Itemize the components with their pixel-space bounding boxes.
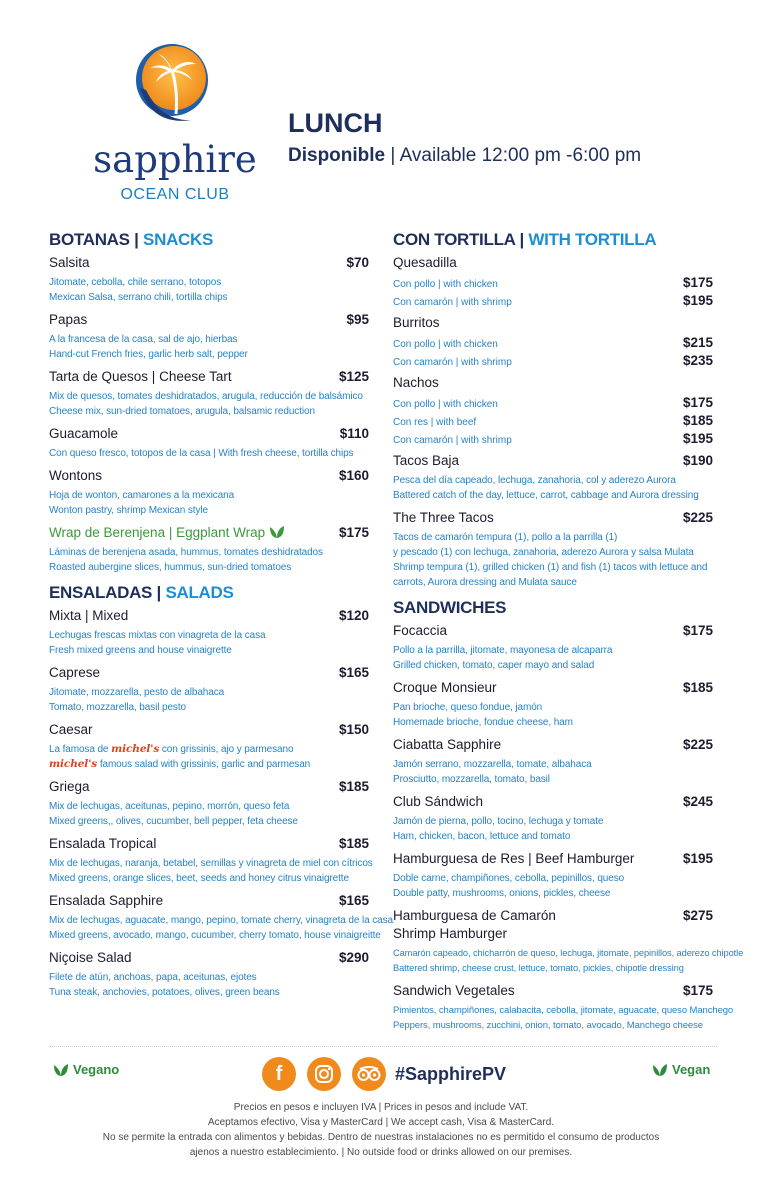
option-label: Con camarón | with shrimp	[393, 357, 512, 368]
option-price: $215	[682, 335, 713, 350]
item-price: $160	[338, 468, 369, 483]
desc-es: Filete de atún, anchoas, papa, aceitunas, ejotes	[49, 972, 257, 983]
item-desc	[49, 488, 369, 518]
option-label: Con pollo | with chicken	[393, 279, 498, 290]
item-option	[393, 395, 713, 410]
desc-es: Mix de lechugas, aguacate, mango, pepino, tomate cherry, vinagreta de la casa	[49, 915, 393, 926]
menu-item	[49, 607, 369, 658]
item-desc	[393, 643, 713, 673]
desc-en: Mixed greens, orange slices, beet, seeds and honey citrus vinaigrette	[49, 873, 349, 884]
item-desc	[393, 473, 713, 503]
option-price: $185	[682, 413, 713, 428]
section-title-salads	[49, 583, 369, 603]
item-price: $165	[338, 893, 369, 908]
desc-en	[49, 757, 369, 772]
desc-en: Grilled chicken, tomato, caper mayo and salad	[393, 660, 595, 671]
desc-en: Prosciutto, mozzarella, tomato, basil	[393, 774, 550, 785]
menu-item	[49, 949, 369, 1000]
menu-item	[49, 368, 369, 419]
vegan-label: Vegano	[73, 1062, 120, 1077]
item-price: $175	[338, 525, 369, 540]
item-price: $190	[682, 453, 713, 468]
item-price: $275	[682, 908, 713, 923]
item-name: Mixta | Mixed	[49, 608, 129, 623]
desc-es: Mix de lechugas, naranja, betabel, semillas y vinagreta de miel con cítricos	[49, 858, 373, 869]
menu-item	[49, 425, 369, 461]
item-name: Salsita	[49, 255, 90, 270]
desc-es: y pescado (1) con lechuga, zanahoria, aderezo Aurora y salsa Mulata	[393, 547, 694, 558]
section-title-sep: |	[156, 583, 161, 602]
desc-en: Ham, chicken, bacon, lettuce and tomato	[393, 831, 571, 842]
tripadvisor-glyph-icon	[357, 1066, 381, 1082]
item-price: $120	[338, 608, 369, 623]
desc-es: A la francesa de la casa, sal de ajo, hierbas	[49, 334, 238, 345]
footnote-line: Precios en pesos e incluyen IVA | Prices in pesos and include VAT.	[233, 1102, 529, 1113]
item-desc	[49, 913, 393, 943]
vegan-leaf-icon	[53, 1063, 69, 1077]
section-title-en: WITH TORTILLA	[528, 230, 657, 249]
michels-brand: michel's	[49, 758, 98, 770]
option-price: $175	[682, 275, 713, 290]
item-price: $225	[682, 737, 713, 752]
item-option	[393, 275, 713, 290]
tripadvisor-icon[interactable]	[352, 1057, 386, 1091]
item-desc	[49, 332, 369, 362]
menu-item	[49, 467, 369, 518]
availability-es: Disponible	[288, 145, 386, 166]
footnote	[0, 1100, 762, 1160]
section-title-sep: |	[134, 230, 139, 249]
item-name: Ciabatta Sapphire	[393, 737, 502, 752]
item-price: $175	[682, 623, 713, 638]
desc-en: Hand-cut French fries, garlic herb salt, pepper	[49, 349, 248, 360]
desc-es: Pimientos, champiñones, calabacita, cebolla, jitomate, aguacate, queso Manchego	[393, 1005, 734, 1016]
menu-item	[393, 736, 713, 787]
social-links	[262, 1057, 397, 1091]
item-name: Club Sándwich	[393, 794, 484, 809]
menu-item	[393, 622, 713, 673]
desc-en: Roasted aubergine slices, hummus, sun-dried tomatoes	[49, 562, 292, 573]
item-desc	[49, 856, 373, 886]
brand-name: sapphire	[93, 138, 257, 181]
desc-text: con grissinis, ajo y parmesano	[161, 744, 294, 755]
desc-en: carrots, Aurora dressing and Mulata sauce	[393, 577, 577, 588]
desc-en: Battered shrimp, cheese crust, lettuce, tomato, pickles, chipotle dressing	[393, 963, 684, 973]
section-title-en: SNACKS	[143, 230, 214, 249]
desc-en: Shrimp tempura (1), grilled chicken (1) and fish (1) tacos with lettuce and	[393, 562, 708, 573]
item-name: Hamburguesa de Camarón	[393, 908, 556, 923]
option-price: $195	[682, 293, 713, 308]
desc-en: Peppers, mushrooms, zucchini, onion, tomato, avocado, Manchego cheese	[393, 1020, 703, 1031]
desc-es: Hoja de wonton, camarones a la mexicana	[49, 490, 235, 501]
desc-en: Double patty, mushrooms, onions, pickles, cheese	[393, 888, 611, 899]
desc-es: Jitomate, mozzarella, pesto de albahaca	[49, 687, 225, 698]
item-desc	[49, 545, 369, 575]
menu-item	[393, 982, 734, 1033]
item-price: $175	[682, 983, 713, 998]
desc-en: Wonton pastry, shrimp Mexican style	[49, 505, 208, 516]
menu-item	[393, 850, 713, 901]
desc-text: La famosa de	[49, 744, 109, 755]
item-desc	[49, 685, 369, 715]
facebook-icon[interactable]: f	[262, 1057, 296, 1091]
item-desc	[49, 446, 369, 461]
desc-es: Pollo a la parrilla, jitomate, mayonesa de alcaparra	[393, 645, 613, 656]
option-price: $195	[682, 431, 713, 446]
section-title-snacks	[49, 230, 369, 250]
item-desc	[49, 742, 369, 772]
desc-es: Jamón de pierna, pollo, tocino, lechuga y tomate	[393, 816, 604, 827]
menu-item	[393, 793, 713, 844]
desc-en: Mixed greens, avocado, mango, cucumber, cherry tomato, house vinaigreitte	[49, 930, 381, 941]
menu-item	[393, 374, 713, 446]
item-name: Hamburguesa de Res | Beef Hamburger	[393, 851, 635, 866]
menu-item	[49, 835, 373, 886]
item-name-en: Shrimp Hamburger	[393, 926, 508, 941]
menu-item	[49, 721, 369, 772]
item-price: $185	[338, 836, 369, 851]
item-desc	[393, 757, 713, 787]
vegan-label: Vegan	[672, 1062, 711, 1077]
vegan-legend-en	[652, 1062, 710, 1077]
item-price: $165	[338, 665, 369, 680]
item-name: Caesar	[49, 722, 93, 737]
item-name: Ensalada Tropical	[49, 836, 157, 851]
desc-es: Lechugas frescas mixtas con vinagreta de la casa	[49, 630, 266, 641]
desc-text: famous salad with grissinis, garlic and parmesan	[99, 759, 311, 770]
sapphire-logo	[90, 40, 260, 210]
desc-es: Jamón serrano, mozzarella, tomate, albahaca	[393, 759, 592, 770]
option-price: $235	[682, 353, 713, 368]
desc-es: Pan brioche, queso fondue, jamón	[393, 702, 543, 713]
item-name	[49, 524, 285, 542]
item-desc	[393, 814, 713, 844]
desc-es: Mix de lechugas, aceitunas, pepino, morrón, queso feta	[49, 801, 290, 812]
menu-item	[49, 311, 369, 362]
item-option	[393, 353, 713, 368]
desc-es: Jitomate, cebolla, chile serrano, totopos	[49, 277, 222, 288]
item-price: $150	[338, 722, 369, 737]
desc-en: Battered catch of the day, lettuce, carrot, cabbage and Aurora dressing	[393, 490, 699, 501]
left-column	[49, 228, 393, 1006]
right-column	[393, 228, 744, 1039]
item-name: Nachos	[393, 375, 439, 390]
option-label: Con res | with beef	[393, 417, 477, 428]
item-name: Sandwich Vegetales	[393, 983, 515, 998]
desc-en: Tomato, mozzarella, basil pesto	[49, 702, 186, 713]
footnote-line: No se permite la entrada con alimentos y bebidas. Dentro de nuestras instalaciones no es permitido el consumo de productos	[102, 1132, 660, 1143]
desc-es: Tacos de camarón tempura (1), pollo a la parrilla (1)	[393, 532, 618, 543]
item-desc	[393, 700, 713, 730]
option-label: Con pollo | with chicken	[393, 399, 498, 410]
item-desc	[49, 970, 369, 1000]
item-name: Tacos Baja	[393, 453, 460, 468]
item-price: $245	[682, 794, 713, 809]
item-name: Quesadilla	[393, 255, 457, 270]
item-price: $95	[346, 312, 369, 327]
menu-item	[49, 664, 369, 715]
item-desc	[49, 799, 369, 829]
footnote-line: Aceptamos efectivo, Visa y MasterCard | We accept cash, Visa & MasterCard.	[207, 1117, 555, 1128]
footnote-line: ajenos a nuestro establecimiento. | No outside food or drinks allowed on our premises.	[189, 1147, 573, 1158]
section-title-sep: |	[519, 230, 524, 249]
item-name: Tarta de Quesos | Cheese Tart	[49, 369, 232, 384]
item-name-text: Wrap de Berenjena | Eggplant Wrap	[49, 525, 266, 540]
item-name: Niçoise Salad	[49, 950, 132, 965]
menu-item	[393, 254, 713, 308]
item-desc	[393, 530, 713, 590]
item-price: $185	[338, 779, 369, 794]
item-price: $70	[346, 255, 369, 270]
item-desc	[49, 275, 369, 305]
menu-item	[393, 907, 744, 976]
desc-en: Fresh mixed greens and house vinaigrette	[49, 645, 232, 656]
item-name: Wontons	[49, 468, 103, 483]
item-option	[393, 431, 713, 446]
item-price: $225	[682, 510, 713, 525]
item-desc	[393, 1003, 734, 1033]
hashtag: #SapphirePV	[395, 1064, 507, 1084]
item-name: The Three Tacos	[393, 510, 494, 525]
item-option	[393, 335, 713, 350]
desc-en: Homemade brioche, fondue cheese, ham	[393, 717, 573, 728]
palm-sun-icon	[132, 40, 212, 128]
section-title-es: ENSALADAS	[49, 583, 153, 602]
availability	[288, 145, 641, 167]
item-option	[393, 293, 713, 308]
section-title-en: SALADS	[165, 583, 234, 602]
option-label: Con camarón | with shrimp	[393, 297, 512, 308]
item-name: Ensalada Sapphire	[49, 893, 164, 908]
desc-en: Tuna steak, anchovies, potatoes, olives, green beans	[49, 987, 280, 998]
desc-es: Doble carne, champiñones, cebolla, pepinillos, queso	[393, 873, 625, 884]
menu-item	[393, 509, 713, 590]
item-price: $290	[338, 950, 369, 965]
item-name: Croque Monsieur	[393, 680, 497, 695]
item-desc	[393, 946, 744, 976]
brand-subtitle: OCEAN CLUB	[120, 186, 230, 203]
vegan-leaf-icon	[269, 525, 285, 539]
desc-en: Mixed greens,, olives, cucumber, bell pepper, feta cheese	[49, 816, 298, 827]
item-price: $195	[682, 851, 713, 866]
item-name: Burritos	[393, 315, 440, 330]
section-title-es: BOTANAS	[49, 230, 130, 249]
menu-item	[393, 679, 713, 730]
option-price: $175	[682, 395, 713, 410]
item-desc	[49, 389, 369, 419]
desc-es: Mix de quesos, tomates deshidratados, arugula, reducción de balsámico	[49, 391, 363, 402]
item-price: $125	[338, 369, 369, 384]
item-name: Guacamole	[49, 426, 119, 441]
desc-es: Con queso fresco, totopos de la casa | With fresh cheese, tortilla chips	[49, 448, 354, 459]
footer-divider	[49, 1046, 717, 1047]
item-price: $185	[682, 680, 713, 695]
section-title-es: CON TORTILLA	[393, 230, 515, 249]
vegan-legend-es	[53, 1062, 119, 1077]
instagram-icon[interactable]	[307, 1057, 341, 1091]
section-title-sandwiches: SANDWICHES	[393, 598, 507, 617]
item-name: Papas	[49, 312, 88, 327]
menu-item	[49, 524, 369, 575]
menu-item	[49, 254, 369, 305]
menu-item	[393, 314, 713, 368]
desc-en: Mexican Salsa, serrano chili, tortilla chips	[49, 292, 228, 303]
menu-title: LUNCH	[288, 108, 383, 138]
option-label: Con camarón | with shrimp	[393, 435, 512, 446]
availability-en: Available 12:00 pm -6:00 pm	[399, 145, 642, 166]
menu-header	[0, 0, 762, 215]
option-label: Con pollo | with chicken	[393, 339, 498, 350]
item-desc	[393, 871, 713, 901]
desc-en: Cheese mix, sun-dried tomatoes, arugula, balsamic reduction	[49, 406, 315, 417]
michels-brand: michel's	[111, 743, 160, 755]
menu-item	[393, 452, 713, 503]
vegan-leaf-icon	[652, 1063, 668, 1077]
menu-item	[49, 778, 369, 829]
desc-es: Láminas de berenjena asada, hummus, tomates deshidratados	[49, 547, 323, 558]
item-name: Caprese	[49, 665, 101, 680]
item-price: $110	[339, 426, 369, 441]
availability-sep: |	[390, 145, 396, 166]
desc-es: Pesca del día capeado, lechuga, zanahoria, col y aderezo Aurora	[393, 475, 676, 486]
desc-es	[49, 742, 369, 757]
section-title-tortilla	[393, 230, 713, 250]
menu-item	[49, 892, 393, 943]
item-option	[393, 413, 713, 428]
item-name: Focaccia	[393, 623, 448, 638]
item-desc	[49, 628, 369, 658]
item-name: Griega	[49, 779, 90, 794]
desc-es: Camarón capeado, chicharrón de queso, lechuga, jitomate, pepinillos, aderezo chipotle	[393, 948, 744, 958]
instagram-glyph-icon	[314, 1064, 334, 1084]
